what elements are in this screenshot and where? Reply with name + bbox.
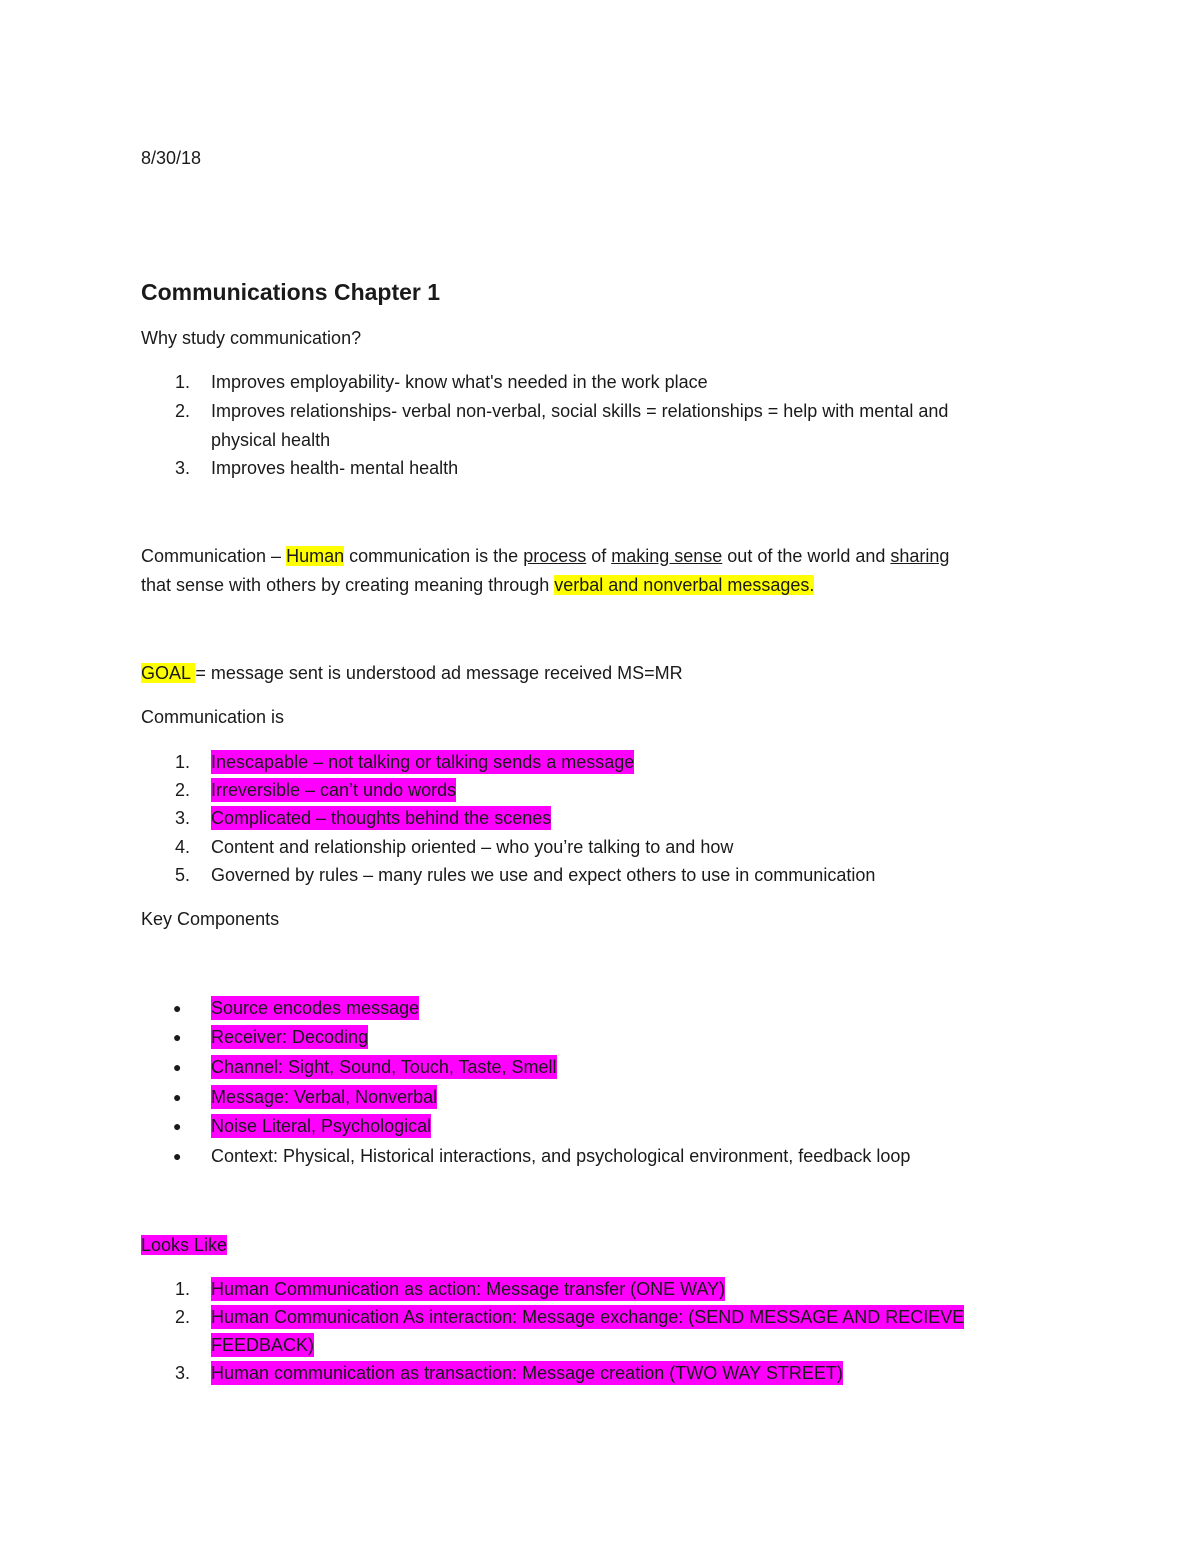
bullet-text: Context: Physical, Historical interactions, and psychological environment, feedback loop	[211, 1146, 911, 1166]
date: 8/30/18	[141, 148, 202, 168]
list-text: Content and relationship oriented – who you’re talking to and how	[211, 837, 734, 857]
bullet-icon: ●	[173, 1148, 182, 1164]
list-text: Improves relationships- verbal non-verbal, social skills = relationships = help with mental and	[211, 401, 949, 421]
list-text: Human Communication as action: Message transfer (ONE WAY)	[211, 1279, 726, 1299]
list-number: 2.	[175, 401, 191, 421]
definition-text: Communication –	[141, 546, 287, 566]
list-number: 5.	[175, 865, 191, 885]
list-number: 2.	[175, 1307, 191, 1327]
underline-process: process	[523, 546, 587, 566]
bullet-text: Source encodes message	[211, 998, 420, 1018]
bullet-icon: ●	[173, 1089, 182, 1105]
bullet-text: Channel: Sight, Sound, Touch, Taste, Smell	[211, 1057, 557, 1077]
definition-line-2	[141, 573, 814, 597]
list-text: Improves health- mental health	[211, 458, 459, 478]
list-text: FEEDBACK)	[211, 1335, 315, 1355]
definition-text: that sense with others by creating meaning through	[141, 575, 555, 595]
underline-making-sense: making sense	[611, 546, 723, 566]
key-components-heading: Key Components	[141, 909, 280, 929]
list-text: Human Communication As interaction: Message exchange: (SEND MESSAGE AND RECIEVE	[211, 1307, 965, 1327]
bullet-icon: ●	[173, 1000, 182, 1016]
list-text: physical health	[211, 430, 331, 450]
definition-line-1	[141, 544, 949, 568]
bullet-icon: ●	[173, 1029, 182, 1045]
highlight-looks-like: Looks Like	[141, 1235, 228, 1255]
highlight-goal: GOAL	[141, 663, 196, 683]
list-number: 1.	[175, 1279, 191, 1299]
bullet-icon: ●	[173, 1059, 182, 1075]
highlight-human: Human	[286, 546, 345, 566]
looks-like-heading	[141, 1233, 227, 1257]
list-number: 3.	[175, 458, 191, 478]
goal-text: = message sent is understood ad message received MS=MR	[195, 663, 683, 683]
definition-text: of	[586, 546, 612, 566]
page-title: Communications Chapter 1	[141, 279, 441, 305]
list-number: 3.	[175, 1363, 191, 1383]
list-text: Inescapable – not talking or talking sends a message	[211, 752, 635, 772]
comm-is-heading: Communication is	[141, 707, 285, 727]
goal-line	[141, 661, 683, 685]
list-text: Human communication as transaction: Message creation (TWO WAY STREET)	[211, 1363, 843, 1383]
list-text: Complicated – thoughts behind the scenes	[211, 808, 552, 828]
definition-text: out of the world and	[722, 546, 891, 566]
bullet-text: Noise Literal, Psychological	[211, 1116, 432, 1136]
bullet-text: Message: Verbal, Nonverbal	[211, 1087, 438, 1107]
why-heading: Why study communication?	[141, 328, 362, 348]
list-text: Governed by rules – many rules we use and expect others to use in communication	[211, 865, 876, 885]
definition-text: communication is the	[344, 546, 524, 566]
highlight-verbal-nonverbal: verbal and nonverbal messages.	[554, 575, 815, 595]
list-number: 2.	[175, 780, 191, 800]
bullet-text: Receiver: Decoding	[211, 1027, 369, 1047]
underline-sharing: sharing	[890, 546, 950, 566]
list-number: 3.	[175, 808, 191, 828]
bullet-icon: ●	[173, 1118, 182, 1134]
list-number: 1.	[175, 752, 191, 772]
list-text: Irreversible – can’t undo words	[211, 780, 457, 800]
list-number: 1.	[175, 372, 191, 392]
list-text: Improves employability- know what's needed in the work place	[211, 372, 708, 392]
list-number: 4.	[175, 837, 191, 857]
